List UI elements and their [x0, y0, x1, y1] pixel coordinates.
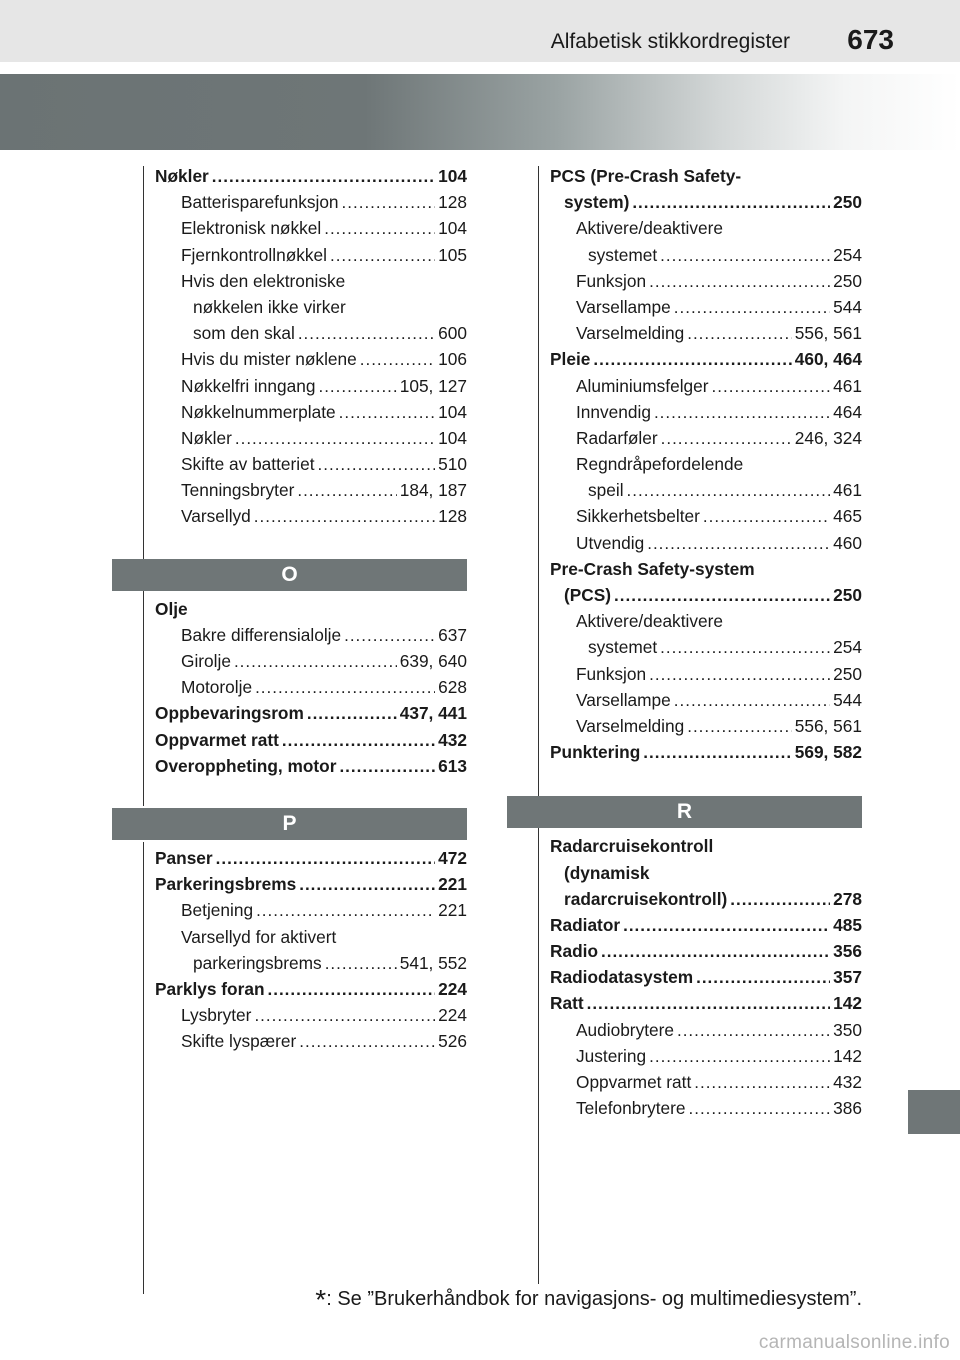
index-entry — [550, 967, 862, 993]
index-entry-pages: 541, 552 — [399, 952, 467, 973]
index-entry-term: Girolje — [181, 651, 231, 671]
index-entry-term: Funksjon — [576, 270, 647, 291]
index-entry-pages: 128 — [438, 192, 467, 213]
index-entry-term: Varsellampe — [576, 689, 671, 710]
dot-leader — [216, 849, 436, 869]
index-entry-term: Lysbryter — [181, 1005, 252, 1026]
index-entry — [155, 979, 467, 1005]
index-entry-pages: 104 — [438, 427, 467, 448]
index-entry-term: Olje — [155, 598, 188, 619]
index-entry-term: Parkeringsbrems — [155, 874, 297, 895]
index-entry-pages: 250 — [833, 663, 862, 684]
dot-leader — [703, 507, 830, 527]
dot-leader — [234, 652, 397, 672]
index-entry — [550, 1046, 862, 1072]
index-entry — [155, 376, 467, 402]
dot-leader — [649, 272, 830, 292]
dot-leader — [654, 403, 830, 423]
index-entry-pages: 221 — [438, 900, 467, 921]
index-entry-term: Elektronisk nøkkel — [181, 218, 322, 239]
dot-leader — [730, 890, 830, 910]
index-entry — [155, 953, 467, 979]
index-entry-pages: 224 — [438, 978, 467, 999]
index-entry — [550, 402, 862, 428]
dot-leader — [660, 246, 830, 266]
index-entry — [155, 625, 467, 651]
index-entry-term: Justering — [576, 1045, 647, 1066]
index-entry-term: Aktivere/deaktivere — [576, 218, 723, 239]
index-entry-pages: 386 — [833, 1098, 862, 1119]
index-entry-term: Varsellyd — [181, 506, 251, 527]
dot-leader — [627, 481, 831, 501]
index-entry-term: Nøkkelnummerplate — [181, 401, 336, 422]
index-entry-term: Nøkkelfri inngang — [181, 375, 316, 396]
index-entry-pages: 460 — [833, 532, 862, 553]
index-entry — [550, 1098, 862, 1124]
index-entry-pages: 184, 187 — [399, 480, 467, 501]
dot-leader — [235, 429, 435, 449]
index-entry-pages: 104 — [438, 401, 467, 422]
index-entry — [155, 192, 467, 218]
index-entry-term: Nøkler — [181, 427, 232, 448]
index-entry — [155, 677, 467, 703]
dot-leader — [324, 219, 435, 239]
index-entry — [155, 271, 467, 297]
entry-group-o — [155, 599, 467, 782]
index-entry-pages: 569, 582 — [794, 742, 862, 763]
index-entry-term: Utvendig — [576, 532, 645, 553]
index-entry — [550, 1072, 862, 1098]
index-entry-term: Fjernkontrollnøkkel — [181, 244, 327, 265]
index-entry-pages: 278 — [833, 888, 862, 909]
index-entry — [550, 915, 862, 941]
index-entry-pages: 437, 441 — [399, 703, 467, 724]
left-column-rule — [143, 166, 144, 806]
index-entry — [550, 349, 862, 375]
dot-leader — [689, 1099, 831, 1119]
watermark: carmanualsonline.info — [758, 1332, 950, 1353]
dot-leader — [330, 246, 435, 266]
index-entry-term: Pre-Crash Safety-system — [550, 558, 755, 579]
index-entry — [550, 611, 862, 637]
index-entry-pages: 465 — [833, 506, 862, 527]
index-entry-term: (dynamisk — [564, 862, 650, 883]
index-entry-term: system) — [564, 192, 630, 213]
index-entry-pages: 350 — [833, 1019, 862, 1040]
index-entry-pages: 104 — [438, 218, 467, 239]
index-entry-pages: 221 — [438, 874, 467, 895]
index-entry-pages: 600 — [438, 323, 467, 344]
index-entry — [550, 889, 862, 915]
index-entry-pages: 142 — [833, 1045, 862, 1066]
index-entry — [550, 454, 862, 480]
index-entry — [155, 245, 467, 271]
dot-leader — [299, 1032, 435, 1052]
index-entry-term: Punktering — [550, 742, 641, 763]
index-entry-pages: 461 — [833, 480, 862, 501]
dot-leader — [254, 1006, 435, 1026]
dot-leader — [297, 481, 396, 501]
index-entry — [550, 742, 862, 768]
header-title: Alfabetisk stikkordregister — [550, 30, 790, 53]
index-entry — [155, 218, 467, 244]
index-entry-term: Oppbevaringsrom — [155, 703, 304, 724]
page-number: 673 — [847, 24, 894, 55]
index-entry-pages: 485 — [833, 914, 862, 935]
dot-leader — [694, 1073, 830, 1093]
dot-leader — [661, 429, 792, 449]
index-entry — [155, 480, 467, 506]
index-entry — [550, 218, 862, 244]
index-entry — [550, 297, 862, 323]
index-entry-pages: 254 — [833, 244, 862, 265]
index-entry-pages: 105 — [438, 244, 467, 265]
index-column-right — [550, 166, 862, 1124]
dot-leader — [318, 377, 396, 397]
index-entry-pages: 142 — [833, 993, 862, 1014]
index-entry-term: PCS (Pre-Crash Safety- — [550, 166, 742, 186]
dot-leader — [601, 942, 830, 962]
dot-leader — [298, 324, 435, 344]
index-entry — [550, 323, 862, 349]
dot-leader — [674, 691, 830, 711]
middle-column-rule — [538, 166, 539, 1284]
dot-leader — [325, 954, 397, 974]
header-banner — [0, 74, 960, 150]
dot-leader — [254, 507, 435, 527]
index-entry — [550, 993, 862, 1019]
index-entry-term: Radiodatasystem — [550, 967, 694, 988]
dot-leader — [587, 994, 831, 1014]
dot-leader — [687, 324, 792, 344]
index-entry-pages: 464 — [833, 401, 862, 422]
index-entry — [155, 927, 467, 953]
dot-leader — [212, 167, 435, 187]
index-entry-term: Parklys foran — [155, 978, 265, 999]
dot-leader — [696, 968, 830, 988]
index-entry-term: Skifte av batteriet — [181, 454, 315, 475]
index-entry — [550, 271, 862, 297]
index-entry-term: Hvis den elektroniske — [181, 270, 346, 291]
index-entry — [155, 730, 467, 756]
index-column-left — [155, 166, 467, 1057]
index-entry-term: Betjening — [181, 900, 254, 921]
index-entry — [550, 376, 862, 402]
index-entry-term: Aluminiumsfelger — [576, 375, 709, 396]
index-entry — [550, 690, 862, 716]
dot-leader — [687, 717, 792, 737]
index-entry — [155, 166, 467, 192]
index-entry-term: Panser — [155, 847, 213, 868]
index-entry-term: Batterisparefunksjon — [181, 192, 339, 213]
index-entry-term: Varsellyd for aktivert — [181, 926, 337, 947]
index-entry-pages: 637 — [438, 624, 467, 645]
index-entry-pages: 224 — [438, 1005, 467, 1026]
dot-leader — [339, 403, 436, 423]
index-entry-term: Nøkler — [155, 166, 209, 186]
index-entry — [550, 166, 862, 192]
index-entry-pages: 250 — [833, 270, 862, 291]
index-side-tab — [908, 1090, 960, 1134]
index-entry-term: Hvis du mister nøklene — [181, 349, 357, 370]
index-entry-pages: 544 — [833, 296, 862, 317]
dot-leader — [660, 638, 830, 658]
footnote — [315, 1284, 862, 1316]
dot-leader — [344, 626, 435, 646]
index-entry — [550, 836, 862, 862]
index-entry — [550, 863, 862, 889]
dot-leader — [623, 916, 830, 936]
dot-leader — [342, 193, 436, 213]
index-entry-pages: 510 — [438, 454, 467, 475]
index-entry-pages: 246, 324 — [794, 427, 862, 448]
index-entry-term: (PCS) — [564, 585, 612, 605]
index-entry-term: Funksjon — [576, 663, 647, 684]
index-entry-pages: 105, 127 — [399, 375, 467, 396]
index-entry-term: parkeringsbrems — [193, 952, 322, 973]
index-entry-pages: 628 — [438, 677, 467, 698]
index-entry-term: Oppvarmet ratt — [155, 729, 279, 750]
index-entry — [550, 1020, 862, 1046]
dot-leader — [674, 298, 830, 318]
dot-leader — [318, 455, 436, 475]
index-entry — [155, 651, 467, 677]
index-entry-term: Ratt — [550, 993, 584, 1014]
index-entry-pages: 250 — [833, 192, 862, 213]
index-entry-pages: 461 — [833, 375, 862, 396]
index-entry-term: Motorolje — [181, 677, 253, 698]
index-entry-term: Varselmelding — [576, 323, 685, 344]
index-entry-term: Audiobrytere — [576, 1019, 674, 1040]
index-entry — [550, 585, 862, 611]
index-entry-term: systemet — [588, 637, 658, 658]
index-entry — [155, 703, 467, 729]
footnote-text: : Se ”Brukerhåndbok for navigasjons- og multimediesystem”. — [326, 1288, 862, 1310]
section-header-o: O — [112, 559, 467, 591]
dot-leader — [268, 980, 436, 1000]
index-entry-term: Varselmelding — [576, 715, 685, 736]
dot-leader — [649, 1047, 830, 1067]
index-entry-pages: 106 — [438, 349, 467, 370]
index-entry-pages: 472 — [438, 847, 467, 868]
index-entry-pages: 250 — [833, 585, 862, 605]
index-entry-term: Skifte lyspærer — [181, 1031, 297, 1052]
dot-leader — [649, 665, 830, 685]
dot-leader — [307, 704, 397, 724]
index-entry — [155, 323, 467, 349]
index-entry-term: Overoppheting, motor — [155, 755, 337, 776]
index-entry-pages: 357 — [833, 967, 862, 988]
index-entry-term: Aktivere/deaktivere — [576, 611, 723, 632]
dot-leader — [255, 678, 435, 698]
index-entry — [550, 716, 862, 742]
index-entry-term: nøkkelen ikke virker — [193, 296, 346, 317]
index-entry-pages: 460, 464 — [794, 349, 862, 370]
index-entry-term: Radiator — [550, 914, 621, 935]
index-entry — [550, 245, 862, 271]
index-entry — [155, 1031, 467, 1057]
index-entry-term: speil — [588, 480, 624, 501]
index-entry-term: Radarcruisekontroll — [550, 836, 714, 857]
index-entry-term: Varsellampe — [576, 296, 671, 317]
index-entry-term: Radarføler — [576, 427, 658, 448]
index-entry-pages: 526 — [438, 1031, 467, 1052]
dot-leader — [712, 377, 831, 397]
dot-leader — [647, 534, 830, 554]
index-entry-pages: 556, 561 — [794, 715, 862, 736]
index-entry-pages: 356 — [833, 941, 862, 962]
index-entry — [155, 428, 467, 454]
index-entry-pages: 254 — [833, 637, 862, 658]
entry-group-r — [550, 836, 862, 1124]
index-entry-term: Innvendig — [576, 401, 651, 422]
index-entry — [155, 349, 467, 375]
dot-leader — [593, 350, 791, 370]
index-entry-term: systemet — [588, 244, 658, 265]
index-entry-pages: 613 — [438, 755, 467, 776]
index-entry — [155, 756, 467, 782]
index-entry — [155, 599, 467, 625]
entry-group-p-cont — [550, 166, 862, 768]
index-entry — [155, 874, 467, 900]
section-header-p: P — [112, 808, 467, 840]
index-entry — [550, 192, 862, 218]
index-entry-pages: 104 — [438, 166, 467, 186]
index-entry — [550, 428, 862, 454]
dot-leader — [643, 743, 791, 763]
index-entry — [550, 941, 862, 967]
index-entry-term: Oppvarmet ratt — [576, 1072, 692, 1092]
index-entry — [155, 506, 467, 532]
dot-leader — [339, 757, 435, 777]
index-entry — [550, 637, 862, 663]
index-entry — [550, 533, 862, 559]
index-entry — [155, 848, 467, 874]
index-entry — [155, 454, 467, 480]
index-entry-term: Telefonbrytere — [576, 1098, 686, 1119]
index-entry-term: Tenningsbryter — [181, 480, 295, 501]
index-entry-pages: 639, 640 — [399, 651, 467, 671]
index-entry — [155, 297, 467, 323]
entry-group-n — [155, 166, 467, 533]
entry-group-p — [155, 848, 467, 1058]
index-entry-term: Regndråpefordelende — [576, 454, 744, 475]
dot-leader — [632, 193, 830, 213]
footnote-star: * — [315, 1284, 327, 1315]
index-entry-term: som den skal — [193, 323, 295, 344]
dot-leader — [256, 901, 435, 921]
dot-leader — [282, 731, 435, 751]
dot-leader — [677, 1021, 830, 1041]
index-entry — [155, 1005, 467, 1031]
index-entry-term: Pleie — [550, 349, 591, 370]
index-entry-pages: 432 — [438, 729, 467, 750]
index-entry — [155, 900, 467, 926]
dot-leader — [360, 350, 435, 370]
index-entry — [550, 559, 862, 585]
index-entry — [155, 402, 467, 428]
index-entry-pages: 544 — [833, 689, 862, 710]
index-entry-term: Bakre differensialolje — [181, 624, 342, 645]
index-entry-pages: 432 — [833, 1072, 862, 1092]
index-entry — [550, 480, 862, 506]
index-entry-term: Radio — [550, 941, 599, 962]
header-bar — [0, 0, 960, 62]
dot-leader — [299, 875, 435, 895]
left-column-rule-lower — [143, 842, 144, 1294]
index-entry-term: radarcruisekontroll) — [564, 888, 728, 909]
index-entry — [550, 664, 862, 690]
section-header-r: R — [507, 796, 862, 828]
dot-leader — [614, 586, 830, 606]
index-entry — [550, 506, 862, 532]
index-entry-term: Sikkerhetsbelter — [576, 506, 700, 527]
index-entry-pages: 556, 561 — [794, 323, 862, 344]
index-entry-pages: 128 — [438, 506, 467, 527]
